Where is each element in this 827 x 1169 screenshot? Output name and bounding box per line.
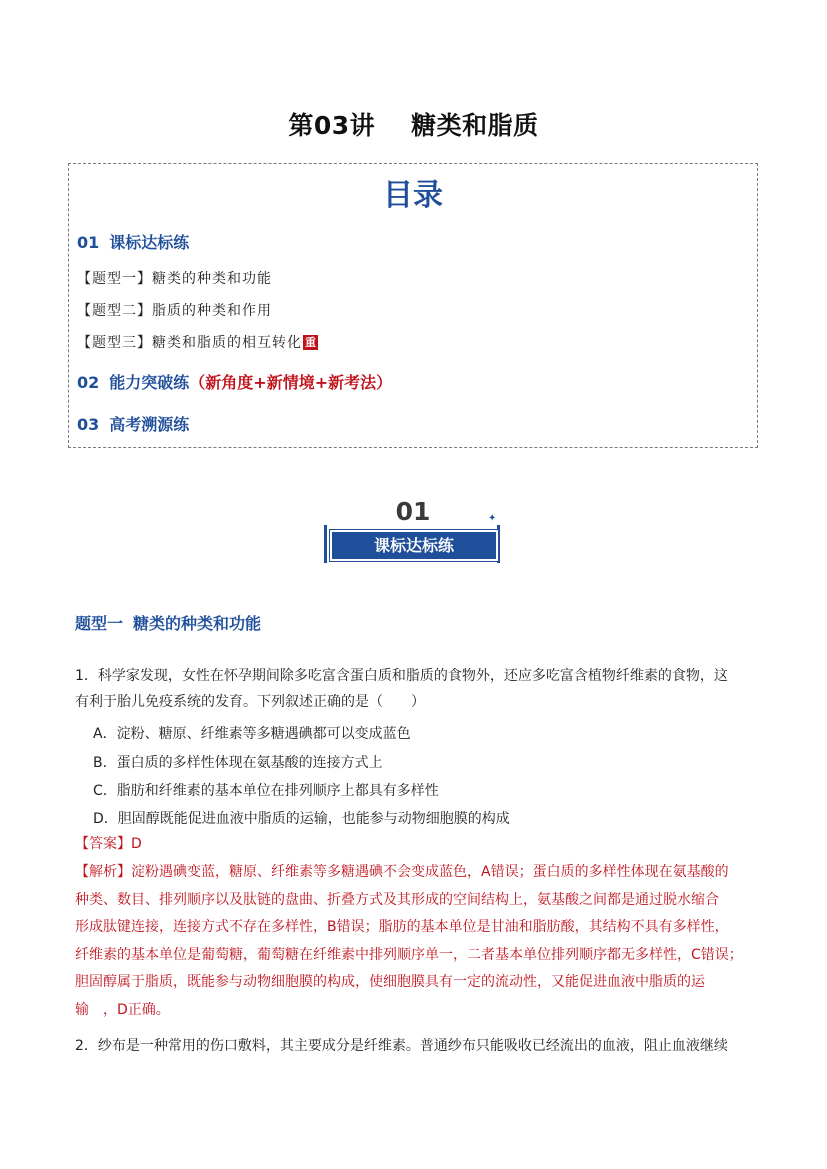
toc-section-number: 02: [77, 373, 100, 392]
toc-section-number: 03: [77, 415, 100, 434]
toc-section-label: 能力突破练: [109, 373, 190, 392]
table-of-contents: [68, 163, 758, 448]
toc-section-01[interactable]: [77, 230, 189, 253]
toc-item-label: 【题型三】糖类和脂质的相互转化: [77, 335, 302, 351]
toc-heading: 目录: [383, 178, 443, 213]
analysis: [75, 859, 755, 1024]
toc-item-type-1[interactable]: [77, 268, 272, 288]
banner-label: 课标达标练: [330, 530, 498, 561]
key-point-badge: 重: [305, 336, 316, 349]
question-type-heading: [75, 611, 261, 634]
banner-number: 01: [395, 497, 431, 526]
toc-section-label: 课标达标练: [109, 233, 190, 252]
question-1-stem-line: 有利于胎儿免疫系统的发育。下列叙述正确的是（ ）: [75, 694, 425, 710]
toc-section-extra: （新角度+新情境+新考法）: [189, 373, 393, 392]
toc-section-number: 01: [77, 233, 100, 252]
toc-item-label: 【题型二】脂质的种类和作用: [77, 303, 272, 319]
analysis-line: 形成肽键连接，连接方式不存在多样性，B错误；脂肪的基本单位是甘油和脂肪酸，其结构不具有多样性，: [75, 919, 729, 935]
toc-section-label: 高考溯源练: [109, 415, 190, 434]
analysis-line: 输 ，D正确。: [75, 1001, 170, 1018]
toc-item-type-2[interactable]: [77, 300, 272, 320]
lecture-topic: 糖类和脂质: [411, 111, 539, 140]
question-1-stem-line: 1．科学家发现，女性在怀孕期间除多吃富含蛋白质和脂质的食物外，还应多吃富含植物纤维素的食物，这: [75, 668, 728, 684]
toc-item-type-3[interactable]: [77, 332, 318, 352]
question-2-stem: 2．纱布是一种常用的伤口敷料，其主要成分是纤维素。普通纱布只能吸收已经流出的血液，阻止血液继续: [75, 1038, 728, 1054]
analysis-line: 种类、数目、排列顺序以及肽链的盘曲、折叠方式及其形成的空间结构上，氨基酸之间都是通过脱水缩合: [75, 891, 719, 908]
analysis-line: 胆固醇属于脂质，既能参与动物细胞膜的构成，使细胞膜具有一定的流动性，又能促进血液中脂质的运: [75, 974, 705, 990]
option-a: A．淀粉、糖原、纤维素等多糖遇碘都可以变成蓝色: [93, 726, 411, 742]
question-type-label: 题型一: [75, 614, 124, 633]
toc-section-02[interactable]: [77, 370, 392, 393]
answer: 【答案】D: [75, 836, 142, 852]
section-banner: [320, 497, 506, 569]
option-c: C．脂肪和纤维素的基本单位在排列顺序上都具有多样性: [93, 783, 439, 799]
question-type-title: 糖类的种类和功能: [133, 614, 262, 633]
lecture-number: 第03讲: [288, 111, 376, 140]
analysis-line: 【解析】淀粉遇碘变蓝，糖原、纤维素等多糖遇碘不会变成蓝色，A错误；蛋白质的多样性体现在氨基酸的: [75, 864, 729, 880]
option-d: D．胆固醇既能促进血液中脂质的运输，也能参与动物细胞膜的构成: [93, 811, 510, 827]
toc-section-03[interactable]: [77, 412, 189, 435]
analysis-line: 纤维素的基本单位是葡萄糖，葡萄糖在纤维素中排列顺序单一，二者基本单位排列顺序都无多样性，C错误；: [75, 946, 743, 963]
toc-item-label: 【题型一】糖类的种类和功能: [77, 271, 272, 287]
sparkle-icon: ✦: [488, 513, 497, 524]
question-1-stem: [75, 663, 755, 715]
option-b: B．蛋白质的多样性体现在氨基酸的连接方式上: [93, 755, 383, 771]
page-title: [0, 106, 827, 142]
